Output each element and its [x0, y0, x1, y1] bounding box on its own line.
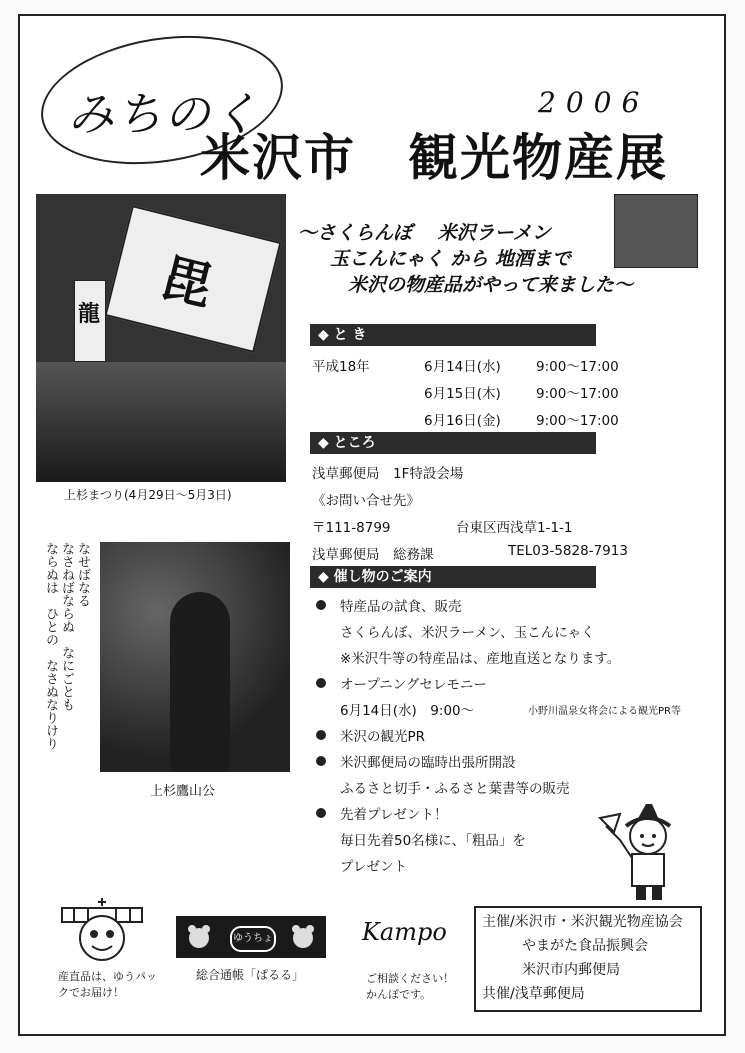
- sponsor-line3: 米沢市内郵便局: [522, 962, 620, 978]
- sponsor-line2: やまがた食品振興会: [522, 938, 648, 954]
- address-text: 台東区西浅草1-1-1: [456, 520, 573, 536]
- inquiry-text: 《お問い合せ先》: [312, 493, 420, 509]
- event-item1-sub2: ※米沢牛等の特産品は、産地直送となります。: [340, 651, 621, 667]
- sponsor-line1: 主催/米沢市・米沢観光物産協会: [482, 914, 683, 930]
- date-3: 6月16日(金): [424, 413, 501, 429]
- bullet-1: [316, 600, 326, 610]
- tagline-line3: 米沢の物産品がやって来ました～: [348, 274, 634, 296]
- date-1: 6月14日(水): [424, 359, 501, 375]
- event-item5-sub1: 毎日先着50名様に、「粗品」を: [340, 833, 526, 849]
- kampo-text2: かんぽです。: [366, 988, 432, 1001]
- bear-left-icon: [184, 924, 214, 952]
- sponsor-box: [474, 906, 702, 1012]
- yucho-logo-box: [176, 916, 326, 958]
- event-item4: 米沢郵便局の臨時出張所開設: [340, 755, 516, 771]
- event-item2-note: 小野川温泉女将会による観光PR等: [528, 706, 681, 717]
- tagline-line1: ～さくらんぼ 米沢ラーメン: [298, 222, 551, 244]
- samurai-mascot-icon: [596, 796, 700, 904]
- event-item2-date: 6月14日(水) 9:00～: [340, 703, 475, 719]
- events-header: ◆ 催し物のご案内: [310, 566, 596, 588]
- bullet-2: [316, 678, 326, 688]
- banner-text: 龍: [78, 302, 101, 327]
- yupack-mascot-icon: [60, 894, 144, 966]
- kampo-logo: Kampo: [362, 918, 447, 946]
- statue-shape: [170, 592, 230, 772]
- bullet-3: [316, 730, 326, 740]
- when-header: ◆ と き: [310, 324, 596, 346]
- year-text: 2006: [538, 86, 650, 119]
- tel-text: TEL03-5828-7913: [508, 543, 628, 559]
- bullet-4: [316, 756, 326, 766]
- bullet-5: [316, 808, 326, 818]
- yucho-logo: ゆうちょ: [230, 926, 276, 952]
- michinoku-text: みちのく: [68, 87, 260, 141]
- date-2: 6月15日(木): [424, 386, 501, 402]
- product-photo: [614, 194, 698, 268]
- postal-text: 〒111-8799: [312, 520, 391, 536]
- office-text: 浅草郵便局 総務課: [312, 547, 434, 563]
- event-item4-sub: ふるさと切手・ふるさと葉書等の販売: [340, 781, 570, 797]
- kampo-text1: ご相談ください！: [366, 972, 454, 985]
- event-item2: オープニングセレモニー: [340, 677, 487, 693]
- crowd-shape: [36, 362, 286, 482]
- event-item1-sub1: さくらんぼ、米沢ラーメン、玉こんにゃく: [340, 625, 595, 641]
- statue-caption: 上杉鷹山公: [150, 784, 216, 799]
- bear-right-icon: [288, 924, 318, 952]
- time-2: 9:00～17:00: [536, 386, 619, 402]
- poem-line1: なせばなる: [75, 542, 90, 607]
- time-3: 9:00～17:00: [536, 413, 619, 429]
- event-item5-sub2: プレゼント: [340, 859, 407, 875]
- poem: [42, 542, 90, 812]
- era-text: 平成18年: [312, 359, 370, 375]
- flag-shape: [104, 205, 281, 353]
- poem-line3: ならぬは ひとの なさぬなりけり: [43, 542, 58, 750]
- festival-photo: [36, 194, 286, 482]
- event-item1: 特産品の試食、販売: [340, 599, 462, 615]
- event-item3: 米沢の観光PR: [340, 729, 426, 745]
- sponsor-line4: 共催/浅草郵便局: [482, 986, 585, 1002]
- tagline-line2: 玉こんにゃく から 地酒まで: [330, 248, 571, 270]
- time-1: 9:00～17:00: [536, 359, 619, 375]
- festival-caption: 上杉まつり(4月29日～5月3日): [64, 488, 232, 502]
- flag-text: 毘: [155, 248, 219, 317]
- yucho-caption: 総合通帳「ぱるる」: [196, 968, 305, 982]
- banner-shape: [74, 280, 106, 362]
- poem-line2: なさねばならぬ なにごとも: [59, 542, 74, 711]
- statue-photo: [100, 542, 290, 772]
- yupack-text2: クでお届け！: [58, 986, 124, 999]
- event-item5: 先着プレゼント！: [340, 807, 448, 823]
- page-title: 米沢市 観光物産展: [200, 129, 668, 187]
- yupack-text1: 産直品は、ゆうパッ: [58, 970, 157, 983]
- venue-text: 浅草郵便局 1F特設会場: [312, 466, 464, 482]
- where-header: ◆ ところ: [310, 432, 596, 454]
